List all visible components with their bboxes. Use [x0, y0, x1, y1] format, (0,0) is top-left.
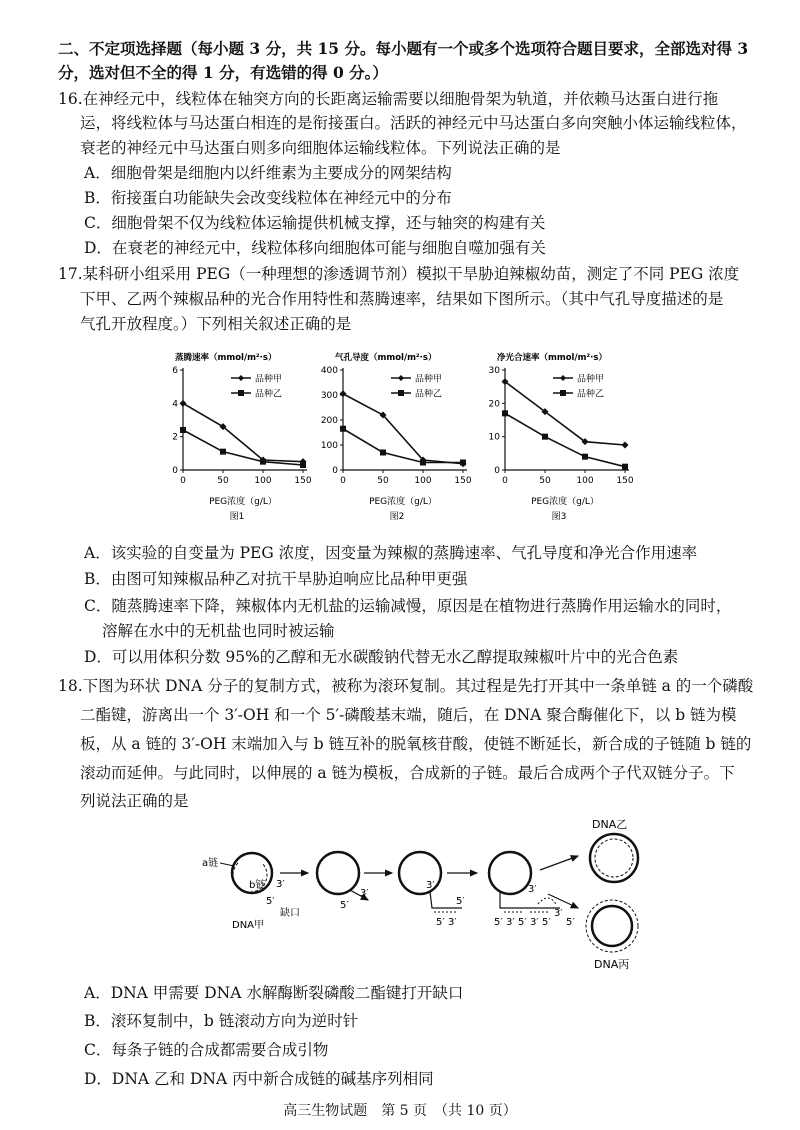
chart1-x-tick-label-2: 100 [254, 476, 272, 486]
chart3-x-tick-label-0: 0 [502, 476, 508, 486]
q17-option-c-line2: 溶解在水中的无机盐也同时被运输 [102, 622, 335, 640]
chart1-x-tick-label-3: 150 [294, 476, 312, 486]
label-5prime-3b: 5′ [436, 917, 445, 928]
chart2-title: 气孔导度（mmol/m²·s） [335, 353, 437, 363]
q18-stem-line3: 板，从 a 链的 3′-OH 末端加入与 b 链互补的脱氧核苷酸，使链不断延长，新合成的子链随 b 链的 [80, 735, 752, 753]
section-title-line2: 分，选对但不全的得 1 分，有选错的得 0 分。） [58, 63, 388, 82]
a-strand-label: a链 [202, 858, 219, 869]
label-3prime-3b: 3′ [448, 917, 457, 928]
chart1-y-tick-label-0: 0 [172, 466, 178, 476]
label-3prime-3: 3′ [426, 880, 435, 891]
arrow-to-dna-bing [548, 894, 578, 908]
chart1-series-2-point-3 [300, 462, 306, 468]
chart3-legend-label-2: 品种乙 [577, 389, 605, 400]
chart2-y-tick-label-1: 100 [320, 441, 338, 451]
chart1-title: 蒸腾速率（mmol/m²·s） [175, 353, 277, 363]
chart2-legend-label-1: 品种甲 [415, 374, 443, 385]
b-strand-label: b链 [249, 880, 266, 891]
q18-stem-line1: 18.下图为环状 DNA 分子的复制方式，被称为滚环复制。其过程是先打开其中一条单链 a 的一个磷酸 [58, 677, 754, 695]
q17-option-d: D．可以用体积分数 95%的乙醇和无水碳酸钠代替无水乙醇提取辣椒叶片中的光合色素 [84, 648, 679, 666]
rolling-circle-diagram [0, 808, 800, 978]
q16-option-a: A．细胞骨架是细胞内以纤维素为主要成分的网架结构 [84, 164, 452, 182]
q17-option-b: B．由图可知辣椒品种乙对抗干旱胁迫响应比品种甲更强 [84, 570, 468, 588]
chart3-title: 净光合速率（mmol/m²·s） [497, 353, 607, 363]
chart1-xlabel: PEG浓度（g/L） [209, 497, 277, 507]
chart2-x-tick-label-3: 150 [454, 476, 472, 486]
chart2-xlabel: PEG浓度（g/L） [369, 497, 437, 507]
q17-stem-line3: 气孔开放程度。）下列相关叙述正确的是 [80, 315, 352, 333]
arrow-to-dna-yi [540, 856, 578, 870]
step3-circle [399, 852, 441, 894]
q18-option-b: B．滚环复制中，b 链滚动方向为逆时针 [84, 1012, 359, 1030]
chart2-y-tick-label-2: 200 [320, 416, 338, 426]
chart2-y-tick-label-3: 300 [320, 391, 338, 401]
q18-stem-line5: 列说法正确的是 [80, 792, 189, 810]
chart1-legend-label-2: 品种乙 [255, 389, 283, 400]
q18-option-a: A．DNA 甲需要 DNA 水解酶断裂磷酸二酯键打开缺口 [84, 984, 464, 1002]
q18-stem-line2: 二酯键，游离出一个 3′-OH 和一个 5′-磷酸基末端，随后，在 DNA 聚合酶催化下，以 b 链为模 [80, 706, 737, 724]
label-5prime-4b: 5′ [518, 917, 527, 928]
chart1-legend-marker-2 [238, 390, 244, 396]
page-footer: 高三生物试题 第 5 页 （共 10 页） [283, 1103, 517, 1119]
chart2-caption: 图2 [389, 512, 405, 522]
chart2-series-2-point-0 [340, 426, 346, 432]
chart2-legend-label-2: 品种乙 [415, 389, 443, 400]
label-3prime-4b: 3′ [530, 917, 539, 928]
label-3prime-4a: 3′ [506, 917, 515, 928]
q16-stem-line1: 16.在神经元中，线粒体在轴突方向的长距离运输需要以细胞骨架为轨道，并依赖马达蛋白进行拖 [58, 90, 719, 108]
chart3-x-tick-label-2: 100 [576, 476, 594, 486]
chart3-series-2-point-0 [502, 410, 508, 416]
chart2-legend-marker-1 [398, 375, 404, 381]
q16-stem-line3: 衰老的神经元中马达蛋白则多向细胞体运输线粒体。下列说法正确的是 [80, 139, 561, 157]
chart3-legend-marker-2 [560, 390, 566, 396]
chart3-x-tick-label-3: 150 [616, 476, 634, 486]
dna-bing-outer [586, 900, 638, 952]
label-5prime-4a: 5′ [494, 917, 503, 928]
chart3-x-tick-label-1: 50 [539, 476, 551, 486]
label-3prime-1: 3′ [276, 879, 285, 890]
chart1-series-2-point-2 [260, 459, 266, 465]
q17-option-c-line1: C．随蒸腾速率下降，辣椒体内无机盐的运输减慢，原因是在植物进行蒸腾作用运输水的同时， [84, 597, 732, 615]
q17-stem-line1: 17.某科研小组采用 PEG（一种理想的渗透调节剂）模拟干旱胁迫辣椒幼苗，测定了不同 PEG 浓度 [58, 265, 740, 283]
chart1-x-tick-label-0: 0 [180, 476, 186, 486]
dna-bing-label: DNA丙 [594, 958, 630, 971]
chart2-x-tick-label-2: 100 [414, 476, 432, 486]
dna-yi-label: DNA乙 [592, 818, 628, 831]
chart1-series-2-point-1 [220, 449, 226, 455]
dna-jia-label: DNA甲 [232, 920, 265, 931]
q17-stem-line2: 下甲、乙两个辣椒品种的光合作用特性和蒸腾速率，结果如下图所示。（其中气孔导度描述的是 [80, 290, 724, 308]
chart3-y-tick-label-0: 0 [494, 466, 500, 476]
chart3-legend-label-1: 品种甲 [577, 374, 605, 385]
chart2-y-tick-label-4: 400 [320, 366, 338, 376]
chart2-series-1-line [343, 394, 463, 464]
label-3prime-4: 3′ [528, 884, 537, 895]
chart1-y-tick-label-1: 2 [172, 432, 178, 443]
chart2-y-tick-label-0: 0 [332, 466, 338, 476]
chart2-series-2-line [343, 429, 463, 463]
chart1-y-tick-label-2: 4 [172, 399, 178, 410]
chart1-series-2-point-0 [180, 427, 186, 433]
chart3-legend-marker-1 [560, 375, 566, 381]
chart3-series-2-point-3 [622, 464, 628, 470]
section-title-line1: 二、不定项选择题（每小题 3 分，共 15 分。每小题有一个或多个选项符合题目要求，全部选对得 3 [58, 39, 749, 58]
chart3-series-2-line [505, 413, 625, 466]
chart1-series-1-line [183, 403, 303, 461]
chart1-series-1-point-0 [180, 400, 187, 407]
label-3prime-2: 3′ [360, 888, 369, 899]
chart2-x-tick-label-0: 0 [340, 476, 346, 486]
chart1-x-tick-label-1: 50 [217, 476, 229, 486]
q16-option-c: C．细胞骨架不仅为线粒体运输提供机械支撑，还与轴突的构建有关 [84, 214, 546, 232]
q17-charts [0, 340, 800, 535]
chart2-series-2-point-1 [380, 450, 386, 456]
dna-bing-circle [592, 906, 632, 946]
chart1-series-2-line [183, 430, 303, 465]
q18-option-d: D．DNA 乙和 DNA 丙中新合成链的碱基序列相同 [84, 1070, 434, 1088]
chart3-y-tick-label-1: 10 [488, 432, 500, 443]
label-5prime-3: 5′ [456, 896, 465, 907]
a-strand-pointer [220, 863, 234, 866]
chart1-y-tick-label-3: 6 [172, 366, 178, 376]
chart3-series-2-point-1 [542, 434, 548, 440]
chart3-series-2-point-2 [582, 454, 588, 460]
q16-option-b: B．衔接蛋白功能缺失会改变线粒体在神经元中的分布 [84, 189, 452, 207]
chart2-series-1-point-0 [340, 390, 347, 397]
chart3-y-tick-label-2: 20 [488, 399, 500, 410]
gap-label: 缺口 [280, 908, 300, 919]
label-5prime-2: 5′ [340, 900, 349, 911]
label-3prime-4c: 3′ [554, 908, 563, 919]
dna-yi-circle [590, 834, 638, 882]
chart3-y-tick-label-3: 30 [488, 366, 500, 376]
chart2-series-2-point-3 [460, 460, 466, 466]
chart1-legend-label-1: 品种甲 [255, 374, 283, 385]
chart1-caption: 图1 [229, 512, 245, 522]
chart2-x-tick-label-1: 50 [377, 476, 389, 486]
q18-stem-line4: 滚动而延伸。与此同时，以伸展的 a 链为模板，合成新的子链。最后合成两个子代双链分子。下 [80, 764, 735, 782]
q16-stem-line2: 运，将线粒体与马达蛋白相连的是衔接蛋白。活跃的神经元中马达蛋白多向突触小体运输线粒体， [80, 114, 747, 132]
q18-option-c: C．每条子链的合成都需要合成引物 [84, 1041, 329, 1059]
dna-yi-inner [595, 839, 633, 877]
q17-option-a: A．该实验的自变量为 PEG 浓度，因变量为辣椒的蒸腾速率、气孔导度和净光合作用速率 [84, 544, 698, 562]
step4-loop [538, 898, 556, 904]
chart1-legend-marker-1 [238, 375, 244, 381]
label-5prime-4d: 5′ [566, 917, 575, 928]
q16-option-d: D．在衰老的神经元中，线粒体移向细胞体可能与细胞自噬加强有关 [84, 239, 546, 257]
chart2-series-2-point-2 [420, 460, 426, 466]
label-5prime-4c: 5′ [542, 917, 551, 928]
chart3-caption: 图3 [551, 512, 567, 522]
label-5prime-1: 5′ [266, 896, 275, 907]
chart2-legend-marker-2 [398, 390, 404, 396]
step4-circle [489, 852, 531, 894]
step2-circle [317, 852, 359, 894]
chart3-xlabel: PEG浓度（g/L） [531, 497, 599, 507]
chart3-series-1-point-3 [622, 442, 629, 449]
